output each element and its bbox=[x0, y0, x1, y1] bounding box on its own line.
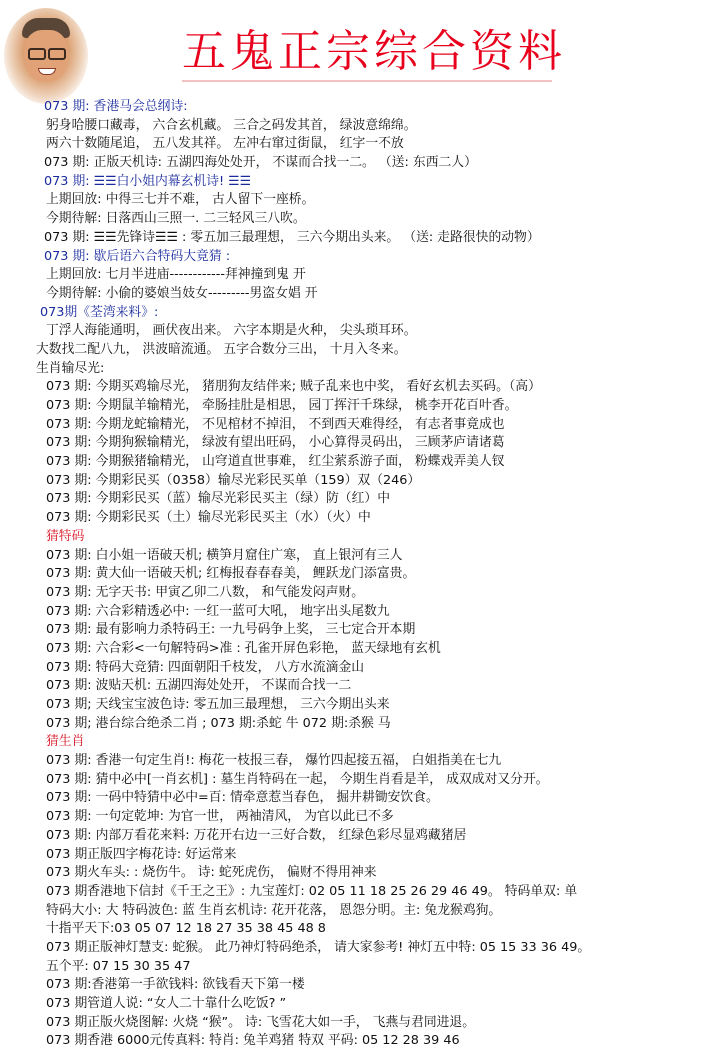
text-line: 073 期香港地下信封《千王之王》: 九宝莲灯: 02 05 11 18 25 26 29 46 49。 特码单双: 单 bbox=[46, 883, 578, 899]
section-heading: 猜生肖 bbox=[46, 734, 85, 750]
text-line: 073 期正版神灯慧支: 蛇猴。 此乃神灯特码绝杀， 请大家参考! 神灯五中特: 05 15 33 36 49。 bbox=[46, 939, 591, 955]
author-avatar bbox=[4, 8, 88, 104]
text-line: 073 期: 正版天机诗: 五湖四海处处开， 不谋而合找一二。 （送: 东西二人） bbox=[44, 155, 477, 171]
text-line: 大数找二配八九， 洪波暗流通。 五字合数分三出， 十月入冬来。 bbox=[36, 341, 407, 357]
text-line: 073 期管道人说: “女人二十靠什么吃饭? ” bbox=[46, 996, 287, 1011]
text-line: 073 期: 今期彩民买（土）输尽光彩民买主（水）（火）中 bbox=[46, 510, 371, 526]
text-line: 丁浮人海能通明， 画伏夜出来。 六字本期是火种， 尖头琐耳环。 bbox=[46, 323, 417, 339]
text-line: 上期回放: 七月半进庙------------拜神撞到鬼 开 bbox=[46, 267, 306, 283]
text-line: 073 期: 香港一句定生肖!: 梅花一枝报三春， 爆竹四起接五福， 白姐指美在七九 bbox=[46, 753, 502, 769]
text-line: 073 期: ☰☰先锋诗☰☰ : 零五加三最理想， 三六今期出头来。 （送: 走路很快的动物） bbox=[44, 229, 540, 245]
title-underline bbox=[182, 80, 552, 82]
text-line: 073 期: 黄大仙一语破天机; 红梅报春春春美， 鲤跃龙门添富贵。 bbox=[46, 566, 416, 582]
text-line: 073 期火车头: : 烧伤牛。 诗: 蛇死虎伤， 偏财不得用神来 bbox=[46, 865, 377, 881]
text-line: 073 期正版四字梅花诗: 好运常来 bbox=[46, 846, 237, 862]
text-line: 073 期: ☰☰白小姐内幕玄机诗! ☰☰ bbox=[44, 173, 252, 189]
text-line: 十指平天下:03 05 07 12 18 27 35 38 45 48 8 bbox=[46, 921, 326, 937]
section-heading: 猜特码 bbox=[46, 528, 85, 544]
text-line: 073 期: 六合彩<一句解特码>准 : 孔雀开屏色彩艳， 蓝天绿地有玄机 bbox=[46, 640, 441, 656]
text-line: 073 期; 天线宝宝波色诗: 零五加三最理想， 三六今期出头来 bbox=[46, 697, 390, 712]
avatar-glasses-right bbox=[48, 48, 66, 60]
text-line: 073 期: 波贴天机: 五湖四海处处开， 不谋而合找一二 bbox=[46, 678, 352, 694]
text-line: 073 期: 内部万看花来料: 万花开右边一三好合数， 红绿色彩尽显鸡藏猪居 bbox=[46, 827, 467, 843]
text-line: 五个平: 07 15 30 35 47 bbox=[46, 958, 191, 974]
text-line: 073 期: 今期狗猴输精光， 绿波有望出旺码， 小心算得灵码出， 三顾茅庐请诸葛 bbox=[46, 435, 505, 451]
text-line: 073 期: 一句定乾坤: 为官一世， 两袖清风， 为官以此已不多 bbox=[46, 809, 394, 825]
text-line: 073 期; 港台综合绝杀二肖 ; 073 期:杀蛇 牛 072 期:杀猴 马 bbox=[46, 715, 391, 731]
text-line: 073 期: 今期彩民买（0358）输尽光彩民买单（159）双（246） bbox=[46, 472, 421, 488]
avatar-glasses-left bbox=[28, 48, 46, 60]
text-line: 两六十数随尾追， 五八发其祥。 左冲右窜过街鼠， 红字一不放 bbox=[46, 136, 404, 152]
document-body bbox=[0, 98, 724, 1051]
text-line: 073 期: 今期龙蛇输精光， 不见棺材不掉泪， 不到西天难得经， 有志者事竟成也 bbox=[46, 416, 505, 432]
text-line: 生肖输尽光: bbox=[36, 360, 105, 376]
text-line: 073 期: 今期鼠羊输精光， 牵肠挂肚是相思， 园丁挥汗千珠绿， 桃李开花百叶香。 bbox=[46, 398, 518, 413]
text-line: 073 期: 特码大竞猜: 四面朝阳千枝发， 八方水流滴金山 bbox=[46, 659, 365, 675]
text-line: 特码大小: 大 特码波色: 蓝 生肖玄机诗: 花开花落， 恩怨分明。主: 兔龙猴鸡狗。 bbox=[46, 902, 502, 918]
text-line: 073 期: 今期彩民买（蓝）输尽光彩民买主（绿）防（红）中 bbox=[46, 491, 390, 507]
text-line: 073 期香港 6000元传真料: 特肖: 兔羊鸡猪 特双 平码: 05 12 28 39 46 bbox=[46, 1033, 460, 1049]
text-line: 073 期:香港第一手欲钱料: 欲钱看天下第一楼 bbox=[46, 977, 305, 993]
text-line: 073 期: 猜中必中[一肖玄机] : 墓生肖特码在一起， 今期生肖看是羊， 成双成对又分开。 bbox=[46, 771, 549, 787]
text-line: 073 期: 白小姐一语破天机; 横笋月窟住广寒， 直上银河有三人 bbox=[46, 547, 403, 563]
text-line: 073期《荃湾来料》: bbox=[40, 304, 159, 320]
text-line: 今期待解: 小偷的婆娘当妓女---------男盗女娼 开 bbox=[46, 285, 318, 301]
text-line: 073 期: 六合彩精透必中: 一红一蓝可大吼， 地字出头尾数九 bbox=[46, 603, 390, 619]
text-line: 躬身哈腰口藏毒， 六合玄机藏。 三合之码发其首， 绿波意绵绵。 bbox=[46, 117, 417, 133]
text-line: 073 期: 无字天书: 甲寅乙卯二八数， 和气能发闷声财。 bbox=[46, 584, 365, 600]
text-line: 今期待解: 日落西山三照一. 二三轻风三八吹。 bbox=[46, 211, 306, 227]
text-line: 073 期: 今期买鸡输尽光， 猪朋狗友结伴来; 贼子乱来也中奖， 看好玄机去买码。（高） bbox=[46, 379, 541, 395]
text-line: 073 期: 一码中特猜中必中=百: 情牵意惹当春色， 掘井耕锄安饮食。 bbox=[46, 790, 439, 806]
text-line: 073 期: 最有影响力杀特码王: 一九号码争上奖， 三七定合开本期 bbox=[46, 622, 416, 638]
text-line: 073 期正版火烧图解: 火烧 “猴”。 诗: 飞雪花大如一手， 飞燕与君同进退。 bbox=[46, 1014, 476, 1030]
page-title: 五鬼正宗综合资料 bbox=[182, 26, 566, 77]
text-line: 073 期: 歇后语六合特码大竟猜 : bbox=[44, 248, 231, 264]
text-line: 073 期: 今期猴猪输精光， 山穹道直世事难， 红尘萦系游子面， 粉蝶戏弄美人钗 bbox=[46, 454, 505, 470]
text-line: 073 期: 香港马会总纲诗: bbox=[44, 99, 188, 114]
text-line: 上期回放: 中得三七并不难， 古人留下一座桥。 bbox=[46, 192, 315, 208]
